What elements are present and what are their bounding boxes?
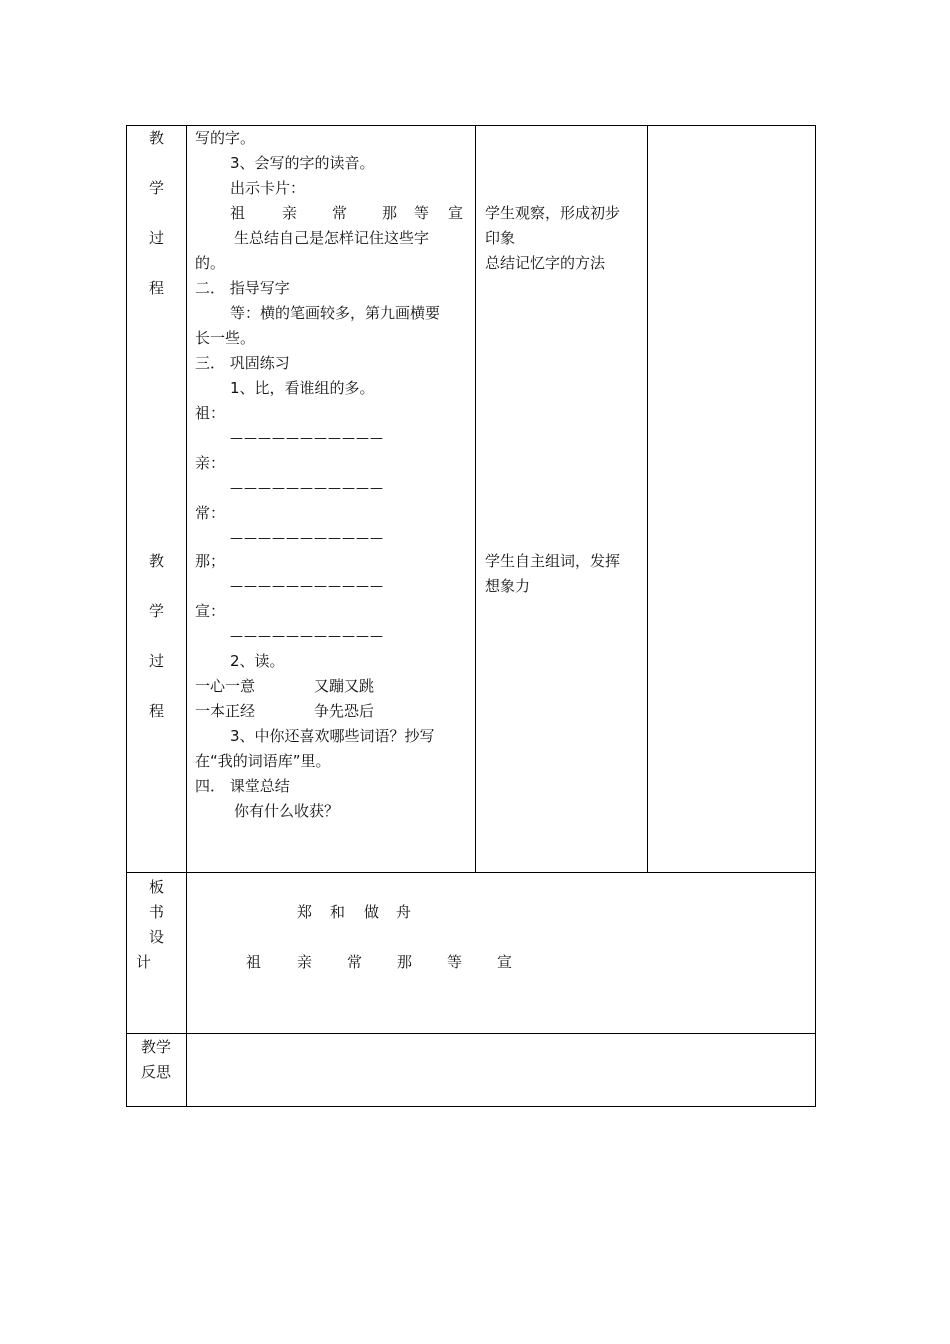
student-activity: 印象	[485, 229, 516, 247]
board-title-char: 舟	[396, 903, 412, 921]
student-activity: 学生观察，形成初步	[485, 204, 621, 222]
idiom: 又蹦又跳	[314, 677, 375, 695]
board-char: 亲	[297, 953, 313, 971]
student-activity: 总结记忆字的方法	[485, 254, 606, 272]
section-heading: 二． 指导写字	[195, 279, 290, 297]
board-char: 那	[397, 953, 413, 971]
content-line: 2、读。	[230, 652, 285, 670]
word-blank-line: ———————————	[230, 629, 384, 644]
label-char: 书	[149, 903, 165, 921]
table-divider-row1	[126, 872, 816, 873]
board-title-char: 郑	[297, 903, 313, 921]
label-char: 教	[149, 552, 165, 570]
word-label: 亲：	[195, 454, 226, 472]
board-char: 宣	[497, 953, 513, 971]
idiom: 一心一意	[195, 677, 256, 695]
content-line: 等：横的笔画较多，第九画横要	[230, 304, 441, 322]
label-char: 程	[149, 702, 165, 720]
card-char: 等	[414, 204, 430, 222]
board-title-char: 做	[364, 903, 380, 921]
board-char: 祖	[246, 953, 262, 971]
board-title-char: 和	[330, 903, 346, 921]
card-char: 那	[382, 204, 398, 222]
word-blank-line: ———————————	[230, 579, 384, 594]
section-heading: 四． 课堂总结	[195, 777, 290, 795]
content-line: 生总结自己是怎样记住这些字	[234, 229, 430, 247]
content-line: 的。	[195, 254, 226, 272]
label-char: 学	[149, 602, 165, 620]
card-char: 亲	[282, 204, 298, 222]
label-char: 计	[136, 953, 152, 971]
word-blank-line: ———————————	[230, 431, 384, 446]
label-char: 程	[149, 279, 165, 297]
word-blank-line: ———————————	[230, 481, 384, 496]
label-char: 过	[149, 229, 165, 247]
label-char: 板	[149, 878, 165, 896]
label-char: 过	[149, 652, 165, 670]
word-label: 祖：	[195, 404, 226, 422]
table-divider-col3	[647, 125, 648, 872]
label-text: 教学	[141, 1038, 172, 1056]
label-char: 学	[149, 179, 165, 197]
card-char: 祖	[230, 204, 246, 222]
card-char: 常	[332, 204, 348, 222]
idiom: 一本正经	[195, 702, 256, 720]
table-divider-row2	[126, 1033, 816, 1034]
content-line: 出示卡片：	[230, 179, 306, 197]
label-text: 反思	[141, 1063, 172, 1081]
word-label: 常：	[195, 504, 226, 522]
section-heading: 三． 巩固练习	[195, 354, 290, 372]
board-char: 常	[347, 953, 363, 971]
student-activity: 想象力	[485, 577, 531, 595]
lesson-table	[126, 125, 816, 1107]
student-activity: 学生自主组词，发挥	[485, 552, 621, 570]
content-line: 3、中你还喜欢哪些词语？抄写	[230, 727, 435, 745]
content-line: 写的字。	[195, 129, 256, 147]
content-line: 你有什么收获？	[234, 802, 340, 820]
card-char: 宣	[448, 204, 464, 222]
board-char: 等	[447, 953, 463, 971]
table-divider-col2	[475, 125, 476, 872]
content-line: 1、比，看谁组的多。	[230, 379, 375, 397]
content-line: 3、会写的字的读音。	[230, 154, 375, 172]
word-blank-line: ———————————	[230, 531, 384, 546]
table-divider-col1	[186, 125, 187, 1107]
label-char: 教	[149, 129, 165, 147]
content-line: 长一些。	[195, 329, 256, 347]
word-label: 宣：	[195, 602, 226, 620]
word-label: 那；	[195, 552, 226, 570]
label-char: 设	[149, 928, 165, 946]
content-line: 在“我的词语库”里。	[195, 752, 331, 770]
idiom: 争先恐后	[314, 702, 375, 720]
